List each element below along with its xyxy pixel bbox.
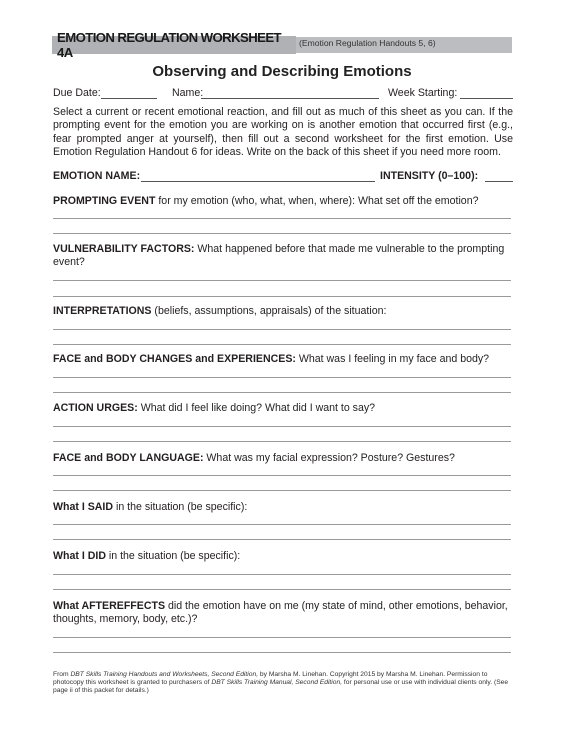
question-heading: PROMPTING EVENT: [53, 195, 156, 207]
emotion-name-label: EMOTION NAME:: [53, 170, 141, 182]
question-interpretations: [53, 305, 513, 318]
answer-line[interactable]: [53, 329, 511, 330]
footer-text: From: [53, 671, 71, 678]
question-aftereffects: [53, 600, 513, 627]
question-text: (beliefs, assumptions, appraisals) of the situation:: [151, 305, 387, 317]
week-starting-field[interactable]: [460, 98, 513, 99]
question-heading: VULNERABILITY FACTORS:: [53, 243, 195, 255]
answer-line[interactable]: [53, 574, 511, 575]
footer-book-title: DBT Skills Training Handouts and Worksheets, Second Edition,: [70, 671, 259, 678]
answer-line[interactable]: [53, 344, 511, 345]
question-text: What did I feel like doing? What did I want to say?: [137, 402, 376, 414]
due-date-field[interactable]: [101, 98, 157, 99]
worksheet-title: EMOTION REGULATION WORKSHEET 4A: [52, 36, 296, 54]
question-heading: What I SAID: [53, 501, 114, 513]
question-text: What happened before that made me vulnerable to the prompting event?: [53, 243, 505, 269]
question-heading: FACE and BODY LANGUAGE:: [53, 452, 204, 464]
emotion-name-field[interactable]: [141, 181, 375, 182]
answer-line[interactable]: [53, 296, 511, 297]
question-what-i-did: [53, 550, 513, 563]
instructions: Select a current or recent emotional reaction, and fill out as much of this sheet as you can. If the prompting event for the emotion you are working on is another emotion that occurred first (e.g., fear prompted anger at yourself), then fill out a second worksheet for the first emotion. Use Emotion Regulation Handout 6 for ideas. Write on the back of this sheet if you need more room.: [53, 106, 513, 158]
handout-reference: (Emotion Regulation Handouts 5, 6): [299, 38, 436, 48]
question-vulnerability-factors: [53, 243, 513, 270]
week-starting-label: Week Starting:: [388, 87, 458, 99]
question-text: in the situation (be specific):: [105, 550, 241, 562]
question-face-body-changes: [53, 353, 513, 366]
question-text: did the emotion have on me (my state of mind, other emotions, behavior, thoughts, memory, body, etc.)?: [53, 600, 508, 626]
page-title: Observing and Describing Emotions: [152, 63, 412, 80]
answer-line[interactable]: [53, 539, 511, 540]
question-heading: FACE and BODY CHANGES and EXPERIENCES:: [53, 353, 296, 365]
footer-text: for personal use or use with individual clients only. (See page ii of this packet for details.): [53, 679, 509, 695]
name-field[interactable]: [201, 98, 379, 99]
question-what-i-said: [53, 501, 513, 514]
answer-line[interactable]: [53, 490, 511, 491]
question-prompting-event: [53, 195, 513, 208]
question-text: in the situation (be specific):: [113, 501, 248, 513]
due-date-label: Due Date:: [53, 87, 101, 99]
question-heading: ACTION URGES:: [53, 402, 138, 414]
answer-line[interactable]: [53, 637, 511, 638]
answer-line[interactable]: [53, 377, 511, 378]
footer-text: by Marsha M. Linehan. Copyright 2015 by Marsha M. Linehan. Permission to photocopy this worksheet is granted to purchasers of: [53, 671, 488, 687]
question-face-body-language: [53, 452, 513, 465]
name-label: Name:: [172, 87, 204, 99]
answer-line[interactable]: [53, 392, 511, 393]
question-heading: What I DID: [53, 550, 106, 562]
answer-line[interactable]: [53, 652, 511, 653]
answer-line[interactable]: [53, 280, 511, 281]
emotion-row: [53, 170, 513, 184]
answer-line[interactable]: [53, 426, 511, 427]
answer-line[interactable]: [53, 218, 511, 219]
question-text: What was my facial expression? Posture? Gestures?: [203, 452, 455, 464]
answer-line[interactable]: [53, 524, 511, 525]
footer-manual-title: DBT Skills Training Manual, Second Edition,: [211, 679, 343, 687]
answer-line[interactable]: [53, 233, 511, 234]
answer-line[interactable]: [53, 441, 511, 442]
question-heading: INTERPRETATIONS: [53, 305, 152, 317]
intensity-label: INTENSITY (0–100):: [380, 170, 479, 182]
answer-line[interactable]: [53, 589, 511, 590]
copyright-footer: [53, 671, 515, 696]
question-text: What was I feeling in my face and body?: [295, 353, 490, 365]
question-action-urges: [53, 402, 513, 415]
info-row: [53, 87, 513, 101]
question-text: for my emotion (who, what, when, where): What set off the emotion?: [155, 195, 479, 207]
question-heading: What AFTEREFFECTS: [53, 600, 166, 612]
intensity-field[interactable]: [485, 181, 513, 182]
answer-line[interactable]: [53, 475, 511, 476]
